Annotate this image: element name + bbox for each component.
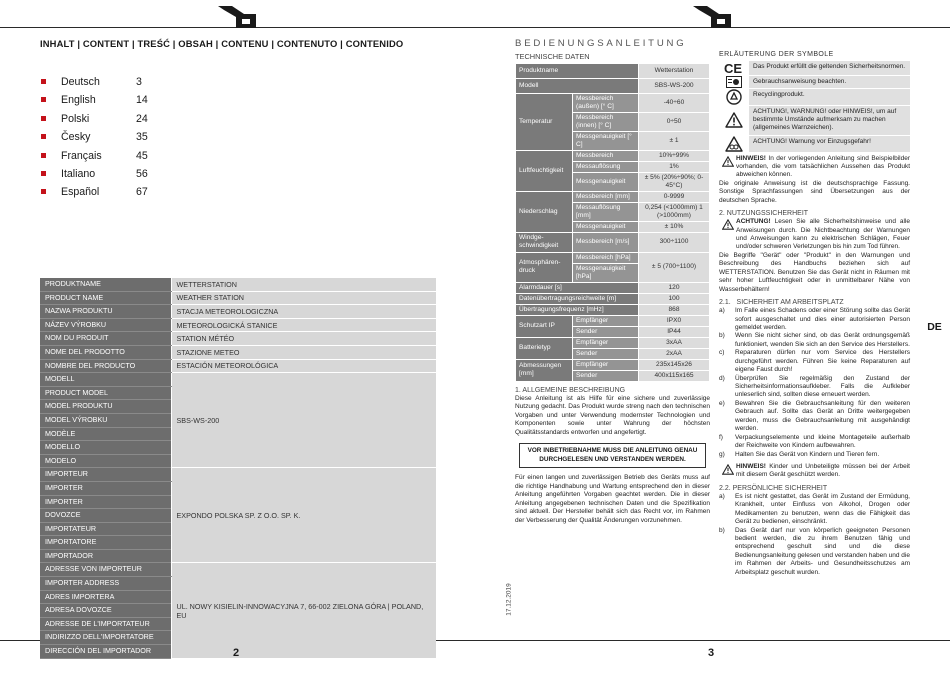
section-2-2-title: 2.2. PERSÖNLICHE SICHERHEIT: [719, 484, 828, 492]
list-item: c) Reparaturen dürfen nur vom Service des Herstellers durchgeführt werden. Führen Sie keine Reparaturen auf eigene Faust durch!: [719, 349, 910, 374]
table-row: Übertragungsfrequenz [mHz] 868: [516, 304, 710, 315]
manual-column: [515, 38, 710, 525]
bullet-icon: [41, 171, 46, 176]
warning-box: VOR INBETRIEBNAHME MUSS DIE ANLEITUNG GENAU DURCHGELESEN UND VERSTANDEN WERDEN.: [519, 443, 706, 468]
warning-icon: [722, 219, 734, 230]
table-row: IMPORTER ADDRESS: [40, 577, 436, 591]
toc-item-english[interactable]: English 14: [40, 91, 180, 109]
table-row: Produktname Wetterstation: [516, 64, 710, 79]
language-tab-de[interactable]: DE: [919, 318, 950, 336]
bullet-icon: [41, 153, 46, 158]
table-row: Datenübertragungsreichweite [m] 100: [516, 293, 710, 304]
tech-data-table: [515, 63, 710, 382]
table-row: Modell SBS-WS-200: [516, 79, 710, 94]
achtung-note: ACHTUNG! Lesen Sie alle Sicherheitshinweise und alle Anweisungen durch. Die Nichtbeachtung der Warnungen und Anweisungen kann zu elektrischen Schlägen, Feuer und/oder schweren Verletzungen bis hin zum Tod führen.: [719, 218, 910, 252]
begriffe-text: Die Begriffe "Gerät" oder "Produkt" in den Warnungen und Beschreibung des Handbuchs beziehen sich auf WETTERSTATION. Benutzen Sie das Gerät nicht in Räumen mit sehr hoher Luftfeuchtigkeit oder in unmittelbarer Nähe von Wasserbehältern!: [719, 251, 910, 293]
list-item: f) Verpackungselemente und kleine Montageteile außerhalb der Reichweite von Kindern aufbewahren.: [719, 433, 910, 450]
table-row: NOME DEL PRODOTTO STAZIONE METEO: [40, 345, 436, 359]
table-row: Luftfeuchtigkeit Messbereich 10%÷99%: [516, 151, 710, 162]
toc-item-francais[interactable]: Français 45: [40, 147, 180, 165]
ce-mark-icon: [724, 61, 744, 75]
table-row: Temperatur Messbereich (außen) [° C] -40÷60: [516, 94, 710, 113]
section-2-1-title: 2.1. SICHERHEIT AM ARBEITSPLATZ: [719, 299, 844, 307]
warning-icon: [722, 464, 734, 475]
table-row: MODELLO: [40, 441, 436, 455]
list-item: a) Im Falle eines Schadens oder einer Störung sollte das Gerät sofort ausgeschaltet und dies einer autorisierten Person gemeldet werden.: [719, 307, 910, 331]
table-row: INDIRIZZO DELL'IMPORTATORE: [40, 631, 436, 645]
table-row: Messgenauigkeit ± 5% (20%÷90%; 0-45°C): [516, 173, 710, 192]
table-row: Messauflösung [mm] 0,254 (<1000mm) 1 (>1000mm): [516, 203, 710, 222]
bullet-icon: [41, 189, 46, 194]
table-row: MODEL PRODUKTU: [40, 400, 436, 414]
table-row: Alarmdauer [s] 120: [516, 282, 710, 293]
svg-text:CE: CE: [724, 61, 743, 75]
table-row: ADRESSE VON IMPORTEUR UL. NOWY KISIELIN-INNOWACYJNA 7, 66-002 ZIELONA GÓRA | POLAND, EU: [40, 563, 436, 577]
table-row: PRODUCT NAME WEATHER STATION: [40, 291, 436, 305]
symbols-title: ERLÄUTERUNG DER SYMBOLE: [719, 51, 834, 58]
table-row: Messbereich (innen) [° C] 0÷50: [516, 113, 710, 132]
table-row: Messgenauigkeit [° C] ± 1: [516, 132, 710, 151]
toc-item-cesky[interactable]: Česky 35: [40, 128, 180, 146]
symbol-row: ACHTUNG! Warnung vor Einzugsgefahr!: [719, 136, 910, 152]
bullet-icon: [41, 134, 46, 139]
table-row: Batterietyp Empfänger 3xAA: [516, 337, 710, 348]
table-row: Atmosphären-druck Messbereich [hPa] ± 5 (700÷1100): [516, 252, 710, 263]
product-info-table: [40, 278, 436, 659]
table-row: IMPORTER: [40, 481, 436, 495]
list-item: b) Wenn Sie nicht sicher sind, ob das Gerät ordnungsgemäß funktioniert, wenden Sie sich an den Service des Herstellers.: [719, 332, 910, 348]
recycling-icon: [726, 89, 742, 105]
toc-list: [40, 73, 180, 202]
pinch-warning-icon: [725, 136, 743, 152]
toc-item-italiano[interactable]: Italiano 56: [40, 165, 180, 183]
table-row: MODELO: [40, 454, 436, 468]
table-row: IMPORTATORE: [40, 536, 436, 550]
toc-heading: INHALT | CONTENT | TREŚĆ | OBSAH | CONTENU | CONTENUTO | CONTENIDO: [40, 38, 404, 49]
list-item: a) Es ist nicht gestattet, das Gerät im Zustand der Ermüdung, Krankheit, unter Einfluss von Alkohol, Drogen oder Medikamenten zu benutzen, wenn das die Fähigkeit das Gerät zu bedienen, einschränkt.: [719, 492, 910, 526]
model-value: SBS-WS-200: [171, 373, 436, 468]
manual-title: BEDIENUNGSANLEITUNG: [515, 38, 687, 49]
table-row: Messauflösung 1%: [516, 162, 710, 173]
table-row: NOM DU PRODUIT STATION MÉTÉO: [40, 332, 436, 346]
importer-value: EXPONDO POLSKA SP. Z O.O. SP. K.: [171, 468, 436, 563]
table-row: DOVOZCE: [40, 509, 436, 523]
table-row: IMPORTEUR EXPONDO POLSKA SP. Z O.O. SP. K.: [40, 468, 436, 482]
table-row: ADRESA DOVOZCE: [40, 604, 436, 618]
table-row: Sender 2xAA: [516, 348, 710, 359]
table-row: Messgenauigkeit [hPa]: [516, 263, 710, 282]
address-value: UL. NOWY KISIELIN-INNOWACYJNA 7, 66-002 ZIELONA GÓRA | POLAND, EU: [171, 563, 436, 658]
warning-icon: [722, 156, 734, 167]
table-row: ADRESSE DE L'IMPORTATEUR: [40, 617, 436, 631]
table-row: Messgenauigkeit ± 10%: [516, 222, 710, 233]
list-item: b) Das Gerät darf nur von körperlich geeigneten Personen bedient werden, die zu ihrem Benutzen fähig und entsprechend geschult sind und die diese Bedienungsanleitung gelesen und verstanden haben und die im Rahmen der Arbeits- und Gesundheitsschutzes am Arbeitsplatz geschult wurden.: [719, 526, 910, 576]
brand-logo-icon: [693, 6, 731, 28]
section-1-text: Diese Anleitung ist als Hilfe für eine sichere und zuverlässige Nutzung gedacht. Das Produkt wurde streng nach den technischen Vorgaben und unter Verwendung modernster Technologien und Komponenten sowie unter Wahrung der höchsten Qualitätsstandards entworfen und angefertigt.: [515, 394, 710, 436]
table-row: Windge-schwindigkeit Messbereich [m/s] 300÷1100: [516, 233, 710, 252]
toc-item-deutsch[interactable]: Deutsch 3: [40, 73, 180, 91]
symbol-row: ACHTUNG!, WARNUNG! oder HINWEIS!, um auf bestimmte Umstände aufmerksam zu machen (allgemeines Warnzeichen).: [719, 106, 910, 134]
symbols-column: [719, 51, 910, 577]
table-row: NÁZEV VÝROBKU METEOROLOGICKÁ STANICE: [40, 318, 436, 332]
table-row: Schutzart IP Empfänger IPX0: [516, 315, 710, 326]
brand-logo-icon: [218, 6, 256, 28]
symbol-row: Recyclingprodukt.: [719, 89, 910, 105]
table-row: DIRECCIÓN DEL IMPORTADOR: [40, 645, 436, 659]
table-row: MODEL VÝROBKU: [40, 413, 436, 427]
table-row: MODÈLE: [40, 427, 436, 441]
list-item: d) Überprüfen Sie regelmäßig den Zustand der Sicherheitsinformationsaufkleber. Falls die Aufkleber unleserlich sind, sollten diese erneuert werden.: [719, 374, 910, 399]
table-row: NOMBRE DEL PRODUCTO ESTACIÓN METEOROLÓGICA: [40, 359, 436, 373]
manual-icon: [726, 76, 742, 88]
toc-item-espanol[interactable]: Español 67: [40, 183, 180, 201]
bullet-icon: [41, 97, 46, 102]
table-row: Niederschlag Messbereich [mm] 0-9999: [516, 192, 710, 203]
bullet-icon: [41, 79, 46, 84]
table-row: IMPORTER: [40, 495, 436, 509]
table-row: PRODUCT MODEL: [40, 386, 436, 400]
table-row: Abmessungen [mm] Empfänger 235x145x26: [516, 359, 710, 370]
symbol-row: Gebrauchsanweisung beachten.: [719, 76, 910, 88]
table-row: Sender 400x115x165: [516, 370, 710, 381]
tech-data-title: TECHNISCHE DATEN: [515, 52, 590, 61]
table-row: ADRES IMPORTERA: [40, 590, 436, 604]
list-item: e) Bewahren Sie die Gebrauchsanleitung für den weiteren Gebrauch auf. Sollte das Gerät an Dritte weitergegeben werden, muss die Gebrauchsanleitung mit ausgehändigt werden.: [719, 399, 910, 433]
symbol-row: CE Das Produkt erfüllt die geltenden Sicherheitsnormen.: [719, 61, 910, 75]
table-row: IMPORTADOR: [40, 549, 436, 563]
top-rule: [0, 27, 950, 28]
table-row: IMPORTATEUR: [40, 522, 436, 536]
print-date: 17.12.2019: [505, 583, 513, 616]
page-number-left: 2: [233, 647, 240, 659]
section-1-title: 1. ALLGEMEINE BESCHREIBUNG: [515, 386, 626, 394]
section-1-text-2: Für einen langen und zuverlässigen Betrieb des Geräts muss auf die richtige Handhabung und Wartung entsprechend den in dieser Anleitung angeführten Vorgaben geachtet werden. Die in dieser Anleitung angegebenen technischen Daten und die Spezifikation sind aktuell. Der Hersteller behält sich das Recht vor, im Rahmen der Verbesserung der Qualität Änderungen vorzunehmen.: [515, 474, 710, 524]
hinweis-note-2: HINWEIS! Kinder und Unbeteiligte müssen bei der Arbeit mit diesem Gerät geschützt werden.: [719, 463, 910, 480]
table-row: PRODUKTNAME WETTERSTATION: [40, 278, 436, 291]
page-number-right: 3: [708, 647, 715, 659]
list-item: g) Halten Sie das Gerät von Kindern und Tieren fern.: [719, 450, 880, 458]
bullet-icon: [41, 116, 46, 121]
toc-item-polski[interactable]: Polski 24: [40, 110, 180, 128]
table-row: Sender IP44: [516, 326, 710, 337]
original-language-note: Die originale Anweisung ist die deutschsprachige Fassung. Sonstige Sprachfassungen sind Übersetzungen aus der deutschen Sprache.: [719, 179, 910, 204]
warning-icon: [725, 112, 743, 128]
hinweis-note-1: HINWEIS! In der vorliegenden Anleitung sind Beispielbilder vorhanden, die vom tatsächlichen Aussehen das Produkt abweichen können.: [719, 155, 910, 180]
table-row: NAZWA PRODUKTU STACJA METEOROLOGICZNA: [40, 305, 436, 319]
section-2-title: 2. NUTZUNGSSICHERHEIT: [719, 210, 809, 218]
table-row: MODELL SBS-WS-200: [40, 373, 436, 387]
